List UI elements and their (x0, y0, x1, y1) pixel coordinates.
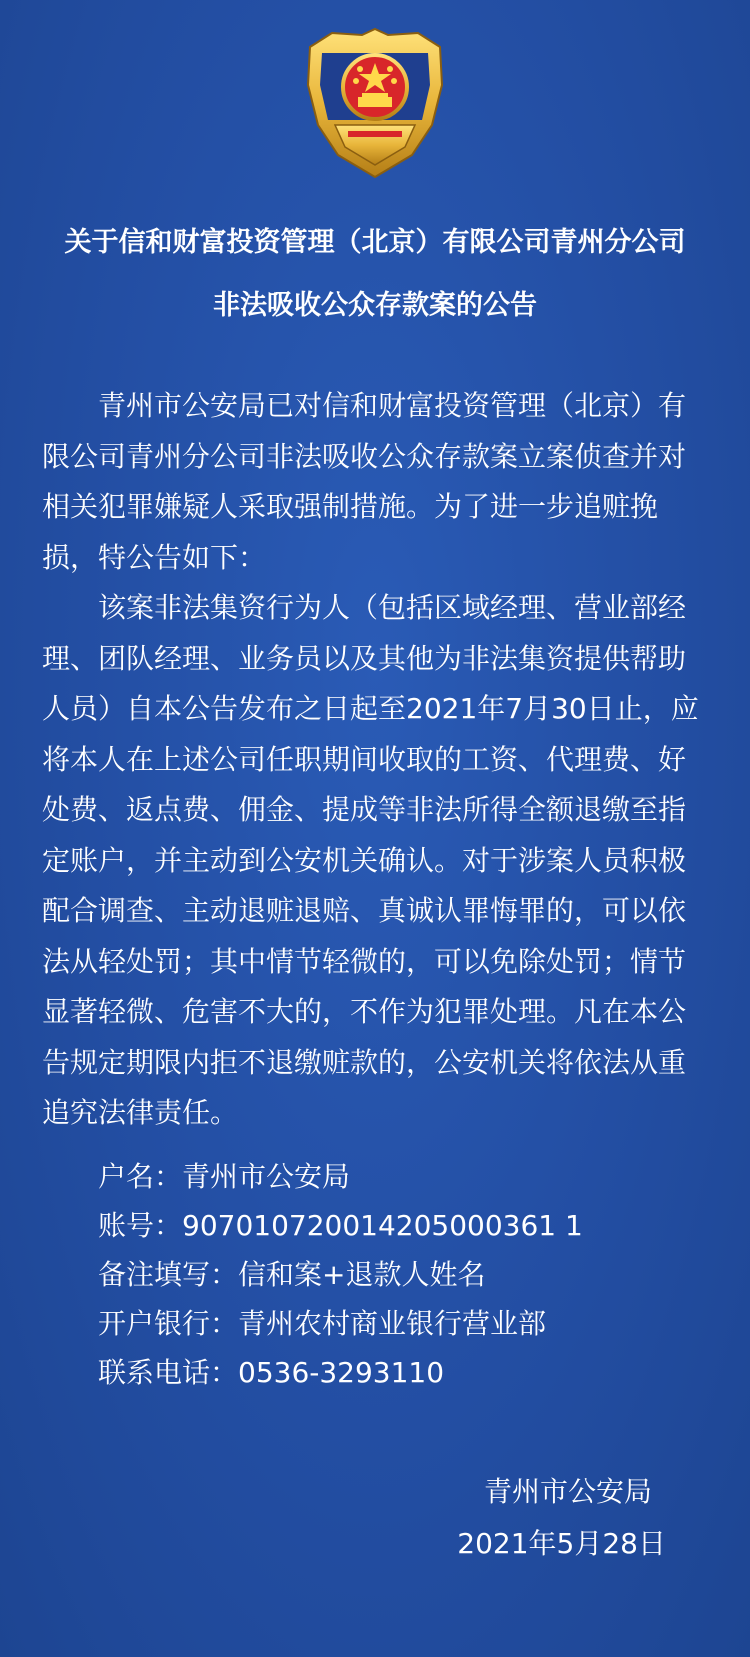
contact-phone: 联系电话：0536-3293110 (98, 1356, 445, 1389)
notice-title-line2: 非法吸收公众存款案的公告 (213, 290, 537, 321)
body-paragraph-2: 该案非法集资行为人（包括区域经理、营业部经理、团队经理、业务员以及其他为非法集资提供帮助人员）自本公告发布之日起至2021年7月30日止，应将本人在上述公司任职期间收取的工资、代理费、好处费、返点费、佣金、提成等非法所得全额退缴至指定账户，并主动到公安机关确认。对于涉案人员积极配合调查、主动退赃退赔、真诚认罪悔罪的，可以依法从轻处罚；其中情节轻微的，可以免除处罚；情节显著轻微、危害不大的，不作为犯罪处理。凡在本公告规定期限内拒不退缴赃款的，公安机关将依法从重追究法律责任。 (42, 591, 699, 1129)
signature-organization: 青州市公安局 (483, 1475, 652, 1508)
signature-date: 2021年5月28日 (457, 1527, 666, 1560)
account-bank: 开户银行：青州农村商业银行营业部 (98, 1307, 547, 1340)
account-info (98, 1152, 583, 1397)
body-paragraph-1: 青州市公安局已对信和财富投资管理（北京）有限公司青州分公司非法吸收公众存款案立案侦查并对相关犯罪嫌疑人采取强制措施。为了进一步追赃挽损，特公告如下： (42, 389, 687, 574)
notice-body (42, 381, 712, 1139)
signature-block (457, 1466, 666, 1570)
account-number: 账号：907010720014205000361 1 (98, 1209, 583, 1242)
account-remark: 备注填写：信和案+退款人姓名 (98, 1258, 486, 1291)
account-name: 户名：青州市公安局 (98, 1160, 351, 1193)
notice-title-line1: 关于信和财富投资管理（北京）有限公司青州分公司 (64, 227, 686, 258)
police-emblem-icon (300, 25, 450, 180)
